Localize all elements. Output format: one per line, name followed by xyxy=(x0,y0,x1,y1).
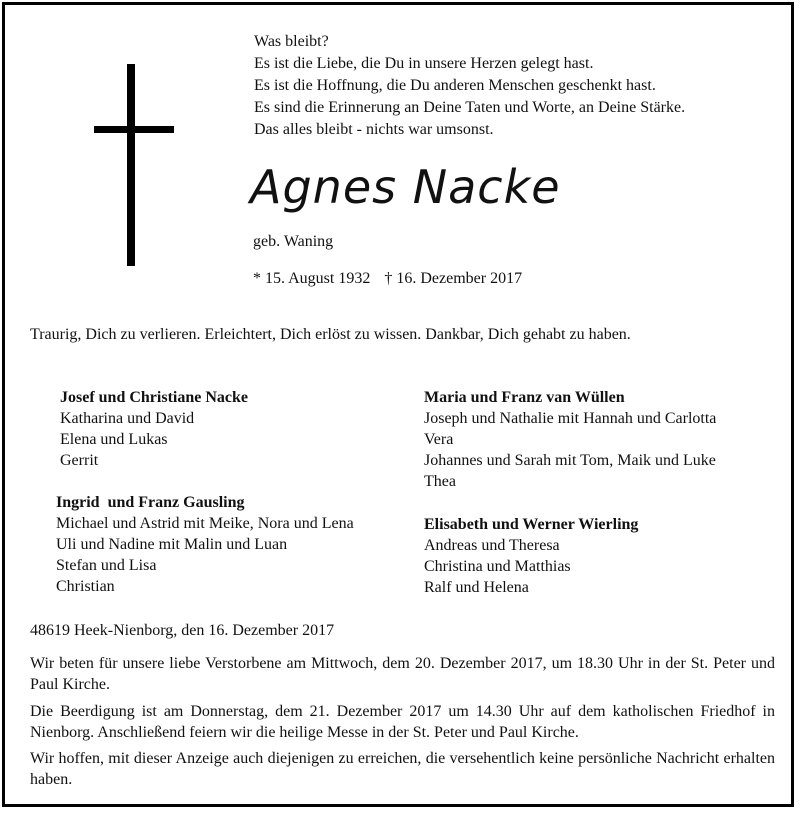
family-member: Gerrit xyxy=(60,452,99,469)
birth-date: * 15. August 1932 xyxy=(253,270,371,287)
family-group xyxy=(424,387,716,492)
family-member: Joseph und Nathalie mit Hannah und Carlotta xyxy=(424,410,717,427)
notice-funeral: Die Beerdigung ist am Donnerstag, dem 21. Dezember 2017 um 14.30 Uhr auf dem katholischen Friedhof in Nienborg. Anschließend feiern wir die heilige Messe in der St. Peter und Paul Kirche. xyxy=(30,703,775,741)
family-group xyxy=(60,387,248,471)
cross-icon xyxy=(94,64,174,266)
poem-line: Das alles bleibt - nichts war umsonst. xyxy=(254,121,494,138)
family-member: Michael und Astrid mit Meike, Nora und Lena xyxy=(56,515,354,532)
birth-name: geb. Waning xyxy=(253,233,334,250)
family-member: Vera xyxy=(424,431,454,448)
family-member: Katharina und David xyxy=(60,410,195,427)
deceased-name: Agnes Nacke xyxy=(250,160,561,214)
family-head: Maria und Franz van Wüllen xyxy=(424,389,625,406)
family-head: Josef und Christiane Nacke xyxy=(60,389,249,406)
family-group xyxy=(424,514,638,598)
family-head: Elisabeth und Werner Wierling xyxy=(424,516,639,533)
family-member: Andreas und Theresa xyxy=(424,537,560,554)
family-member: Uli und Nadine mit Malin und Luan xyxy=(56,536,288,553)
motto: Traurig, Dich zu verlieren. Erleichtert, Dich erlöst zu wissen. Dankbar, Dich gehabt zu haben. xyxy=(30,326,631,343)
family-member: Ralf und Helena xyxy=(424,579,529,596)
family-group xyxy=(56,492,354,597)
family-head: Ingrid und Franz Gausling xyxy=(56,494,245,511)
poem-line: Es ist die Hoffnung, die Du anderen Menschen geschenkt hast. xyxy=(254,77,656,94)
poem xyxy=(254,31,685,141)
family-member: Johannes und Sarah mit Tom, Maik und Luke xyxy=(424,452,716,469)
poem-line: Es ist die Liebe, die Du in unsere Herzen gelegt hast. xyxy=(254,55,594,72)
family-member: Christian xyxy=(56,578,115,595)
death-date: † 16. Dezember 2017 xyxy=(384,270,523,287)
life-dates xyxy=(253,269,522,289)
notice-prayer: Wir beten für unsere liebe Verstorbene am Mittwoch, dem 20. Dezember 2017, um 18.30 Uhr in der St. Peter und Paul Kirche. xyxy=(30,655,775,693)
family-member: Christina und Matthias xyxy=(424,558,571,575)
family-member: Stefan und Lisa xyxy=(56,557,157,574)
family-member: Thea xyxy=(424,473,456,490)
place-and-date: 48619 Heek-Nienborg, den 16. Dezember 2017 xyxy=(30,622,335,639)
family-member: Elena und Lukas xyxy=(60,431,168,448)
poem-line: Was bleibt? xyxy=(254,33,329,50)
notice-apology: Wir hoffen, mit dieser Anzeige auch diejenigen zu erreichen, die versehentlich keine persönliche Nachricht erhalten haben. xyxy=(30,750,775,788)
poem-line: Es sind die Erinnerung an Deine Taten und Worte, an Deine Stärke. xyxy=(254,99,686,116)
